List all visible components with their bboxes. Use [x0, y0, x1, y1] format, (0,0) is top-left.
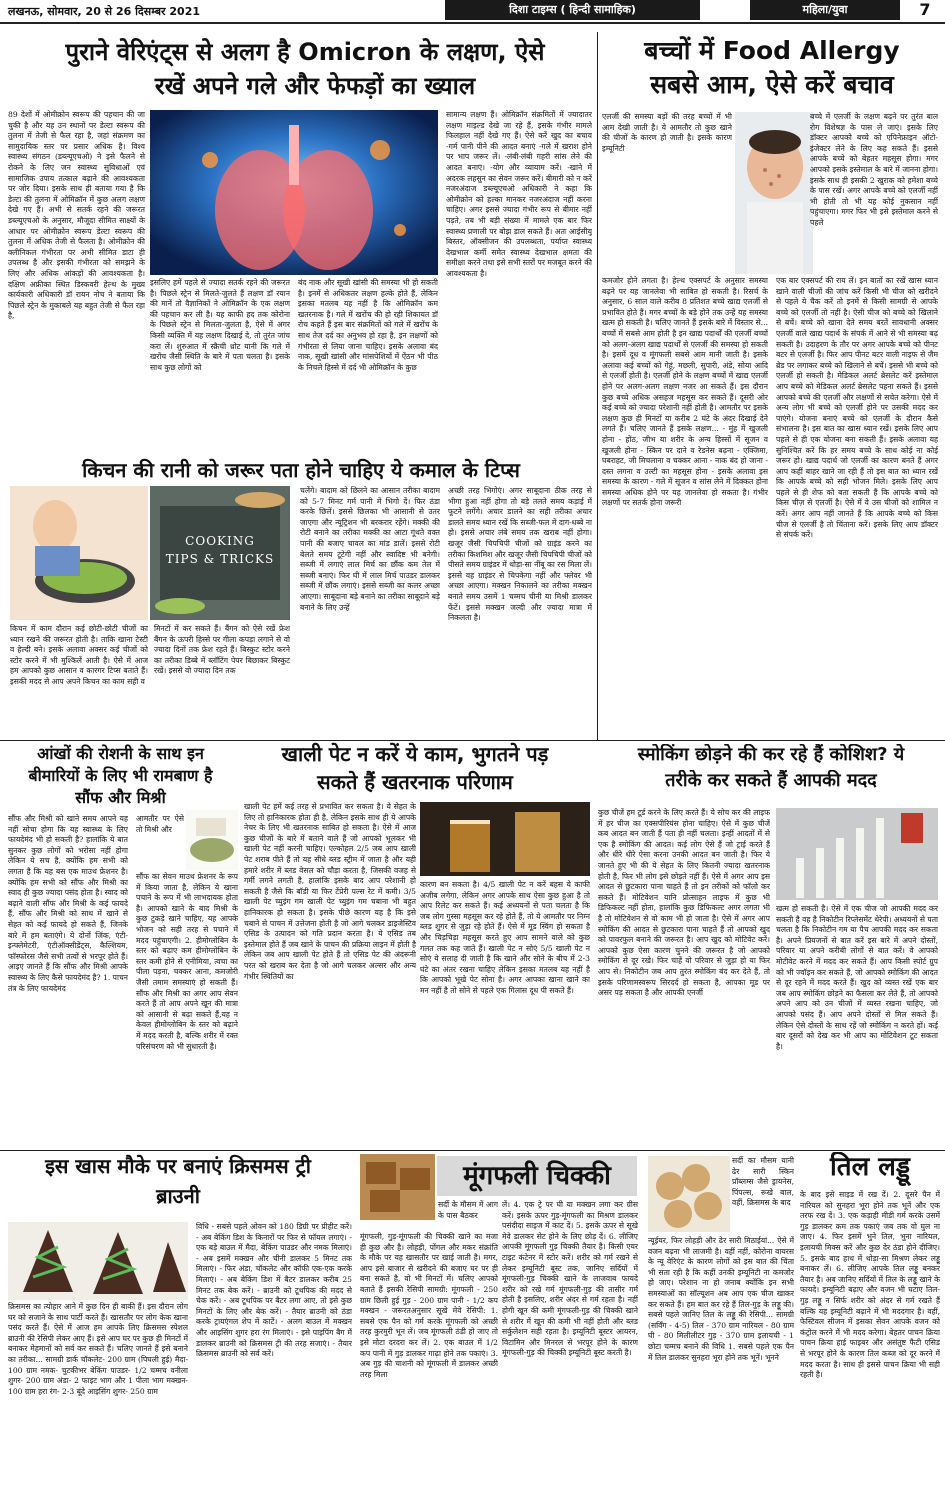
brownie-headline-line1: इस खास मौके पर बनाएं क्रिसमस ट्री	[45, 1154, 311, 1178]
stomach-headline-line2: सकते हैं खतरनाक परिणाम	[317, 770, 513, 794]
cooking-board-text-2: TIPS & TRICKS	[165, 552, 275, 566]
omicron-headline-line2: रखें अपने गले और फेफड़ों का ख्याल	[154, 72, 476, 100]
brownie-headline-line2: ब्राउनी	[156, 1184, 200, 1208]
allergy-intro: एलर्जी की समस्या बड़ों की तरह बच्चों में भी आम देखी जाती है। ये आमतौर तो कुछ खाने की चीजों के कारण हो जाती है। इसके कारण इम्यूनिटी	[602, 112, 732, 153]
laddu-col-2: के बाद इसे साइड में रख दें। 2. दूसरे पैन में नारियल को सुनहरा भूरा होने तक भूनें और एक तरफ रख दें। 3. एक कड़ाही मीडी गर्म करके उसमें गुड़ डालकर कम तक पकाएं जब तक वो घुल ना जाए। 4. फिर इसमें भुने तिल, भुना नारियल, इलायची मिक्स करें और कुछ देर ठंडा होने दीजिए। 5. इसके बाद हाथ में थोड़ा-सा मिश्रण लेकर लड्डू बनाकर लें। 6. लीजिए आपके तिल लड्डू बनकर तैयार है। अब जानिए सर्दियों में तिल के लड्डू खाने के फायदे। इम्यूनिटी बढ़ाए और वजन भी घटाए तिल-गुड़ लड्डू न सिर्फ शरीर को अंदर से गर्म रखते हैं बल्कि यह इम्यूनिटी बढ़ाने में भी मददगार है। वहीं, फेस्टिवल सीजन में इसका सेवन आपके वजन को कंट्रोल करने में भी मदद करेगा। बेहतर पाचन क्रिया पाचन क्रिया हाई फाइबर और असंतुष्ट फैटी एसिड से भरपूर होने के कारण तिल कब्ज को दूर करने में मदद करता है। साथ ही इससे पाचन क्रिया भी सही रहती है।	[800, 1190, 940, 1380]
chikki-col-1: मूंगफली, गुड़-मूंगफली की चिक्की खाने का मजा ही कुछ और है। लोहड़ी, पोंगल और मकर संक्रांति के मौके पर यह खासतौर पर खाई जाती है। मगर, आप इसे बाजार से खरीदने की बजाए घर पर ही बना सकते है, वो भी मिनटों में। चलिए आपको बताते हैं इसकी रेसिपी सामग्री: मूंगफली - 250 ग्राम छिली हुई गुड़ - 200 ग्राम पानी - 1/2 कप मक्खन - जरूरतअनुसार सूखे मेवे रेसिपी: 1. सबसे एक पैन को गर्म करके मूंगफली को अच्छी तरह कुरमुरी भून लें। जब मूंगफली ठंडी हो जाए तो इसे मोटा दरदरा कर लें। 2. एक बाउल में 1/2 कप पानी में गुड़ डालकर गाढ़ा होने तक पकाएं। 3. अब गुड़ की चाशनी को मूंगफली में डालकर अच्छी तरह मिला	[360, 1232, 498, 1379]
allergy-headline-line1: बच्चों में Food Allergy	[644, 36, 900, 65]
kitchen-col-1: किचन में काम दौरान कई छोटी-छोटी चीजों का ध्यान रखने की जरूरत होती है। ताकि खाना टेस्टी व हेल्दी बने। इसके अलावा अक्सर कई चीजों को स्टोर करने में भी मुश्किलें आती है। ऐसे में आज हम आपको कुछ आसान व कारगर टिप्स बताते हैं। इसकी मदद से आप अपने किचन का काम सही व	[10, 624, 148, 686]
kitchen-tips-board-image	[150, 486, 290, 620]
smoking-cigarettes-image	[776, 808, 938, 900]
fennel-headline-line3: सौंफ और मिश्री	[75, 788, 166, 807]
laddu-image	[648, 1156, 730, 1232]
omicron-col-4: सामान्य लक्षण हैं। ओमिक्रॉन संक्रमितों में ज्यादातर लक्षण माइल्ड देखे जा रहे हैं, इसके गंभीर मामले फिलहाल नहीं देखे गए हैं। ऐसे करें खुद का बचाव -गर्म पानी पीने की आदत बनाएं -गले में खराश होने पर भाप जरूर लें। -लंबी-लंबी गहरी सांस लेने की आदत बनाएं। -योग और व्यायाम करें। -खाने में अदरक लहसुन का सेवन जरूर करें। बीमारी को न करें नजरअंदाज डब्ल्यूएचओ अधिकारी ने कहा कि ओमीक्रोन को हल्का मानकर नजरअंदाज नहीं करना चाहिए। अगर इससे ज्यादा गंभीर रूप से बीमार नहीं पड़ते, तब भी बड़ी संख्या में मामले एक बार फिर स्वास्थ्य प्रणाली पर बोझ डाल सकते हैं। अतः आईसीयू बिस्तर, ऑक्सीजन की उपलब्धता, पर्याप्त स्वास्थ्य देखभाल कर्मी समेत स्वास्थ्य देखभाल क्षमता की समीक्षा करने तथा इसे सभी स्तरों पर मजबूत करने की आवश्यकता है।	[446, 110, 592, 278]
brownie-image	[8, 1222, 188, 1300]
allergy-headline-line2: सबसे आम, ऐसे करें बचाव	[650, 70, 894, 99]
omicron-col-3: बंद नाक और सूखी खांसी की समस्या भी हो सकती है। इनमें से अधिकतर लक्षण हल्के होते हैं, लेकिन इसका मतलब यह नहीं है कि ओमिक्रॉन कम खतरनाक है। गले में खरोंच की हो रही शिकायत डॉ रोच कहते हैं इस बार संक्रमितों को गले में खरोंच के साथ तेज दर्द का अनुभव हो रहा है, इन लक्षणों को गंभीरता से लिया जाना चाहिए। इसके अलावा बंद नाक, सूखी खांसी और मांसपेशियों में ऐंठन भी पीठ के निचले हिस्से में दर्द भी ओमिक्रॉन के कुछ	[298, 278, 438, 372]
section-divider-bottom	[0, 1150, 945, 1151]
fennel-image	[186, 810, 238, 870]
section-divider	[0, 740, 945, 741]
smoking-headline-line1: स्मोकिंग छोड़ने की कर रहे हैं कोशिश? ये	[637, 744, 905, 765]
column-divider	[597, 32, 598, 740]
chikki-col-2: लें। 4. एक ट्रे पर घी या मक्खन लगा कर ग्रीस करें। इसके ऊपर गुड़-मूंगफली का मिश्रण डालकर पसंदीदा साइज में काट दें। 5. इसके ऊपर से सूखे मेवे डालकर सेट होने के लिए छोड़ दें। 6. लीजिए आपकी मूंगफली गुड़ चिक्की तैयार है। किसी एयर टाइट कंटेनर में स्टोर करें। शरीर को गर्म रखने से लेकर इम्यूनिटी बूस्ट तक, जानिए सर्दियों में मूंगफली-गुड़ चिक्की खाने के लाजवाब फायदे शरीर को रखे गर्म मूंगफली-गुड़ की तासीर गर्म होती है इसलिए, शरीर अंदर से गर्म रहता है। नहीं होगी खून की कमी मूंगफली-गुड़ की चिक्की खाने से शरीर में खून की कमी भी नहीं होती और ब्लड सर्कुलेशन सही रहता है। इम्यूनिटी बूस्टर आयरन, विटामिन और मिनरल से भरपूर होने के कारण मूंगफली-गुड़ की चिक्की इम्यूनिटी बूस्ट करती है।	[502, 1200, 638, 1358]
chikki-headline: मूंगफली चिक्की	[437, 1156, 637, 1196]
kitchen-headline: किचन की रानी को जरूर पता होने चाहिए ये कमाल के टिप्स	[82, 458, 520, 482]
kitchen-col-4: अच्छी तरह भिगोएं। अगर साबूदाना ठीक तरह से भीगा हुआ नहीं होगा तो बड़े तलते समय कड़ाई में फूटने लगेंगे। अचार डालने का सही तरीका अचार डालते समय ध्यान रखें कि सब्जी-फल में दाग-धब्बे ना हो। इससे अचार लंबे समय तक खराब नहीं होगा। खजूर जैसी चिपचिपी चीजों को ग्राइंड करने का तरीका किशमिश और खजूर जैसी चिपचिपी चीजों को पीसते समय ग्राइंडर में थोड़ा-सा नींबू का रस मिला लें। इससे वह ग्राइंडर से चिपकेगा नहीं और फ्लेवर भी अच्छा आएगा। मक्खन निकालने का तरीका मक्खन बनाते समय उसमें 1 चम्मच चीनी या मिश्री डालकर फेंटें। इससे मक्खन जल्दी और ज्यादा मात्रा में निकलता है।	[448, 486, 592, 623]
brownie-col-1: क्रिसमस का त्योहार आने में कुछ दिन ही बाकी हैं। इस दौरान लोग घर को सजाने के साथ पार्टी करते हैं। खासतौर पर लोग केक खाना पसंद करते हैं। ऐसे में आज हम आपके लिए क्रिसमस स्पेशल ब्राउनी की रेसिपी लेकर आए हैं। इसे आप घर पर कुछ ही मिनटों में बनाकर मेहमानों को सर्व कर सकते हैं। चलिए जानते हैं इसे बनाने का तरीका... सामग्री डार्क चॉकलेट- 200 ग्राम (पिघली हुई) मैदा- 100 ग्राम नमक- चुटकीभर बेकिंग पाउडर- 1/2 चम्मच वनीला शुगर- 200 ग्राम अंडा- 2 फाइट भाग और 1 पीला भाग मक्खन- 100 ग्राम हरा रंग- 2-3 बूंदे आइसिंग शुगर- 250 ग्राम	[8, 1302, 188, 1396]
allergy-col-2-top: बच्चे में एलर्जी के लक्षण बढ़ने पर तुरंत बाल रोग विशेषज्ञ के पास ले जाएं। इसके लिए डॉक्टर आपको बच्चे को एपिनेफ्राइन ऑटो-इंजेक्टर लेने के लिए कह सकते हैं। इससे आपके बच्चे को बेहतर महसूस होगा। मगर आपको इसके इस्तेमाल के बारे में जानना होगा। इसके साथ ही इसकी 2 खुराक को हमेशा बच्चे के पास रखें। अगर आपके बच्चे को एलर्जी नहीं भी होती तो भी यह कोई नुकसान नहीं पहुंचाएगा। मगर फिर भी इसे इस्तेमाल करने से पहले	[810, 112, 938, 227]
allergy-col-1: कमजोर होने लगता है। हेल्थ एक्सपर्ट के अनुसार समस्या बढ़ने पर यह जानलेवा भी साबित हो सकती है। रिसर्च के अनुसार, 6 साल वाले करीब 8 प्रतिशत बच्चे खाद्य एलर्जी से प्रभावित होते हैं। मगर बच्चों के बड़े होने तक उन्हें यह समस्या खत्म हो सकती है। चलिए जानते हैं इसके बारे में विस्तार से... बच्चों में सबसे आम होती है इन खाद्य पदार्थों की एलर्जी बच्चों को अलग-अलग खाद्य पदार्थों से एलर्जी की समस्या हो सकती है। इसमें दूध व मूंगफली सबसे आम मानी जाती है। इसके अलावा कई बच्चों को गेहूं, मछली, सुपारी, अंडे, सोया आदि से एलर्जी होती है। एलर्जी होने के लक्षण बच्चों में खाद्य एलर्जी होने पर अलग-अलग लक्षण नजर आ सकते हैं। इस दौरान कुछ बच्चे अधिक असहज महसूस कर सकते हैं। दूसरी ओर कई बच्चे को ज्यादा परेशानी नहीं होती है। आमतौर पर इसके लक्षण कुछ ही मिनटों या करीब 2 घंटे के अंदर दिखाई देने लगते हैं। चलिए जानते हैं इसके लक्षण... - मुंह में खुजली होना - होंठ, जीभ या शरीर के अन्य हिस्सों में सूजन व खुजली होना - स्किन पर दाने व रेडनेस बढ़ना - एक्जिमा, घबराहट, जी मिचलाना व चक्कर आना - नाक बंद हो जाना - दस्त लगना व उल्टी का महसूस होना - इसके अलावा इस समस्या के कारण - गले में सूजन व सांस लेने में दिक्कत होना समस्या अधिक होने पर यह जानलेवा हो सकता है। गंभीर लक्षणों पर सतर्क होना जरूरी	[602, 276, 768, 508]
fennel-col-2: सौंफ का सेवन माउथ फ्रेशनर के रूप में किया जाता है, लेकिन ये खाना पचाने के रूप में भी लाभदायक होता है। आपको खाने के बाद मिश्री के कुछ टुकड़े खाने चाहिए, यह आपके भोजन को सही तरह से पचाने में मदद पहुंचाएगी। 2. हीमोग्लोबिन के स्तर को बढ़ाए कम हीमोग्लोबिन के स्तर कमी होने से एनीमिया, त्वचा का पीला पड़ना, चक्कर आना, कमजोरी जैसी तमाम समस्याएं हो सकती हैं। सौंफ और मिश्री का अगर आप सेवन करते हैं तो आप अपने खून की मात्रा को आसानी से बढ़ा सकते हैं,यह न केवल हीमोग्लोबिन के स्तर को बढ़ाने में मदद करती है, बल्कि शरीर में रक्त परिसंचरण को भी सुधारती है।	[136, 872, 238, 1051]
laddu-col-1-top: सर्दी का मौसम यानी ढेर सारी स्किन प्रॉब्लम्स जैसे ड्रायनेस, पिंपल्स, रूखे बाल, वहीं, क्रिसमस के बाद	[732, 1156, 794, 1208]
masthead	[0, 0, 945, 24]
fennel-headline-line2: बीमारियों के लिए भी रामबाण है	[28, 766, 213, 785]
allergy-child-image	[735, 112, 813, 274]
smoking-col-2: खत्म हो सकती है। ऐसे में एक चीज जो आपकी मदद कर सकती है वह है निकोटीन रिप्लेसमेंट थेरेपी। अध्ययनों से पता चलता है कि निकोटीन गम या पैच आपकी मदद कर सकता है। अपने प्रियजनों से बात करें इस बारे में अपने दोस्तों, परिवार या अपने करीबी लोगों से बात करें। वे आपको मोटीवेट करने में मदद कर सकते हैं। आप किसी स्पोर्ट ग्रुप को भी ज्वॉइन कर सकते हैं, जो आपको स्मोकिंग की आदत से दूर रहने में मदद करते हैं। खुद को व्यस्त रखें एक बार जब आप स्मोकिंग छोड़ने का फैसला कर लेते हैं, तो आपको अपने आप को उन चीजों में व्यस्त रखना चाहिए, जो आपको पसंद हैं। आप अपने दोस्तों से मिल सकते हैं। लेकिन ऐसे दोस्तों के साथ रहें जो स्मोकिंग न करते हों। कई बार दूसरों को देख कर भी आप का मोटिवेशन टूट सकता है।	[776, 904, 938, 1051]
fennel-col-1: सौंफ और मिश्री को खाने समय आपने यह नहीं सोचा होगा कि यह स्वास्थ्य के लिए फायदेमंद भी हो सकती है? हालांकि ये बात सुनकर कुछ लोगों को भरोसा नहीं होगा लेकिन ये सच है, क्योंकि हम सभी को लगता है कि यह बस एक माउथ फ्रेशनर है। क्योंकि हम सभी को सौंफ और मिश्री का स्वाद ही कुछ ज्यादा पसंद होता है। स्वाद को बढ़ाने वाली सौंफ और मिश्री के कई फायदे हैं, सौंफ और मिश्री को साथ में खाने से सेहत को कई फायदे हो सकते हैं, जिनके बारे में हम बताएंगे। ये दोनों जिंक, एंटी-इन्फ्लेमेटरी, एंटीऑक्सीडेंट्स, कैल्शियम, फॉस्फोरस जैसे सभी तत्वों से भरपूर होते हैं। आइए जानते हैं कि सौंफ और मिश्री आपके स्वास्थ्य के लिए कैसे फायदेमंद है? 1. पाचन तंत्र के लिए फायदेमंद	[8, 814, 128, 993]
stomach-headline-line1: खाली पेट न करें ये काम, भुगतने पड़	[281, 742, 549, 766]
omicron-lungs-image	[150, 110, 438, 275]
kitchen-col-2: मिनटों में कर सकते हैं। बैंगन को ऐसे रखें फ्रेश बैंगन के ऊपरी हिस्से पर गीला कपड़ा लगाने से वो ज्यादा दिनों तक फ्रेश रहते हैं। बिस्कुट स्टोर करने का तरीका डिब्बे में ब्लॉटिंग पेपर बिछाकर बिस्कुट रखें। इससे वो ज्यादा दिन तक	[154, 624, 290, 676]
omicron-col-1: 89 देशों में ओमीक्रोन स्वरूप की पहचान की जा चुकी है और यह उन स्थानों पर डेल्टा स्वरूप की तुलना में तेजी से फैल रहा है, जहां संक्रमण का सामुदायिक स्तर पर प्रसार अधिक है। विश्व स्वास्थ्य संगठन (डब्ल्यूएचओ) ने इसे फैलने से रोकने के लिए जन स्वास्थ्य सुविधाओं एवं सामाजिक उपाय तत्काल बढ़ाने की आवश्यकता पर जोर दिया। इसके साथ ही बताया गया है कि डेल्टा की तुलना में ओमिक्रॉन में कुछ अलग लक्षण देखे गए हैं। अभी से सतर्क रहने की जरूरत डब्ल्यूएचओ के अनुसार, मौजूदा सीमित साक्ष्यों के आधार पर ओमीक्रोन स्वरूप डेल्टा स्वरूप की तुलना में अधिक तेजी से फैलता है। ओमीक्रोन की क्लीनिकल गंभीरता पर अभी सीमित डाटा ही उपलब्ध है और इसकी गंभीरता को समझने के लिए और अधिक आंकड़ों की आवश्यकता है। दक्षिण अफ्रीका स्थित डिस्कवरी हेल्थ के मुख्य कार्यकारी अधिकारी डॉ रायन नोच ने बताया कि पिछले स्ट्रेन के मुकाबले यह बहुत तेजी से फैल रहा है,	[8, 110, 145, 321]
laddu-col-1: न्यूईयर, फिर लोहड़ी और ढेर सारी मिठाईयां... ऐसे में वजन बढ़ना भी लाजमी है। वहीं नहीं, कोरोना वायरस के न्यू वेरिएंट के कारण लोगों को इस बात की चिंता भी सता रही है कि कहीं उनकी इम्यूनिटी ना कमजोर हो जाए। परेशान ना हो जनाब क्योंकि इन सभी समस्याओं का सॉल्यूशन अब आप एक चीज खाकर कर सकते हैं। हम बात कर रहे हैं तिल-गुड़ के लड्डू की। सबसे पहले जानिए तिल के लड्डू की रेसिपी... सामग्री (सर्विंग - 4-5) तिल - 370 ग्राम नारियल - 80 ग्राम घी - 80 मिलीलीटर गुड़ - 370 ग्राम इलायची - 1 छोटा चम्मच बनाने की विधि 1. सबसे पहले एक पैन में तिल डालकर सुनहरा भूरा होने तक भूनें। भूनने	[648, 1236, 794, 1362]
newspaper-name: दिशा टाइम्स ( हिन्दी सामाहिक)	[445, 0, 700, 20]
allergy-col-2: एक बार एक्सपर्ट की राय लें। इन बातों का रखें खास ध्यान खाने वाली चीजों की जांच करें किसी भी चीज को खरीदने से पहले ये चैक करें तो इनमें से किसी सामग्री से आपके बच्चे को एलर्जी तो नहीं है। ऐसी चीज को बच्चे को खिलाने से बचें। बच्चे को खाना देते समय बरतें सावधानी अक्सर एलर्जी वाले खाद्य पदार्थ के संपर्क में आने से भी समस्या बढ़ सकती है। उदाहरण के तौर पर अगर आपके बच्चे को पीनट बटर से एलर्जी है। फिर आप पीनट बटर वाली नाइफ से जैम ब्रेड पर लगाकर बच्चे को खिलाने से बचें। इससे भी बच्चे को एलर्जी हो सकती है। मेडिकल अलर्ट ब्रेसलेट करें इस्तेमाल आप बच्चे को मेडिकल अलर्ट ब्रेसलेट पहना सकते हैं। इससे आपको बच्चे की एलर्जी और लक्षणों से सचेत करेगा। ऐसे में अन्य लोग भी बच्चे को एलर्जी होने पर उसकी मदद कर पाएंगे। योजना बनाएं बच्चे को एलर्जी के दौरान कैसे संभालना है। इस बात का खास ध्यान रखें। इसके लिए आप पहले से ही एक योजना बना सकती हैं। इसके अलावा यह सुनिश्चित करें कि हर समय बच्चे के साथ कोई ना कोई जरूर हो। खाद्य पदार्थ जो एलर्जी का कारण बनते हैं अगर आप कहीं बाहर खाने जा रही हैं तो इस बात का ध्यान रखें कि आपके बच्चे को सही भोजन मिले। इसके लिए आप पहले से ही शेफ को बता सकती हैं कि आपके बच्चे को किस चीज़ से एलर्जी है। ऐसे में वे उस चीजों को शामिल न करें। अगर आप नहीं जानते हैं कि आपके बच्चे को किस चीज से एलर्जी है तो चिंताना करें। इसके लिए आप डॉक्टर से संपर्क करें।	[776, 276, 938, 540]
brownie-col-2: विधि - सबसे पहले ओवन को 180 डिग्री पर प्रीहीट करें। - अब बेकिंग डिश के किनारों पर फिर से फॉयल लगाएं। - एक बड़े बाउल में मैदा, बेकिंग पाउडर और नमक मिलाएं। - अब इसमें मक्खन और चीनी डालकर 5 मिनट तक मिलाएं। - फिर अंडा, चॉकलेट और कॉफी एक-एक करके मिलाएं। - अब बेकिंग डिश में बैटर डालकर करीब 25 मिनट तक बेक करें। - ब्राउनी को टूथपिक की मदद से चेक करें। - अब टूथपिक पर बैटर लगा आए, तो इसे कुछ मिनटों के लिए और बेक करें। - तैयार ब्राउनी को ठंडा करके ट्रायएंगल शेप में काटें। - अलग बाउल में मक्खन और आइसिंग शुगर हरा रंग मिलाएं। - इसे पाइपिंग बैग में डालकर ब्राउनी को क्रिसमस ट्री की तरह सजाएं। - तैयार क्रिसमस ब्राउनी को सर्व करें।	[196, 1222, 352, 1359]
section-name: महिला/युवा	[750, 0, 900, 20]
fennel-headline-line1: आंखों की रोशनी के साथ इन	[37, 744, 204, 763]
kitchen-col-3: चलेंगे। बादाम को छिलने का आसान तरीका बादाम को 5-7 मिनट गर्म पानी में भिगो दें। फिर ठंडा करके छिलें। इससे छिलका भी आसानी से उतर जाएगा और न्यूट्रिशन भी बरकरार रहेंगे। मक्की की रोटी बनाने का तरीका मक्की का आटा गूंथते वक्त पानी की बजाए चावल का मांड डालें। इससे रोटी बेलते समय टूटेगी नहीं और स्वादिष्ट भी बनेगी। सब्जी में लगाएं लाल मिर्च का छौंक कम तेल में सब्जी बनाएं। फिर घी में लाल मिर्च पाउडर डालकर सब्जी में छौंक लगाएं। इससे सब्जी का कलर अच्छा आएगा। साबूदाना बड़े बनाने का तरीका साबूदाने बड़े बनाने के लिए उन्हें	[300, 486, 440, 612]
omicron-col-2: इसलिए हमें पहले से ज्यादा सतर्क रहने की जरूरत है। पिछले स्ट्रेन से मिलते-जुलते हैं लक्षण डॉ रयान की मानें तो वैज्ञानिकों ने ओमिक्रॉन के एक लक्षण की पहचान कर ली है। यह काफी हद तक कोरोना के पिछले स्ट्रेन से मिलता-जुलता है, ऐसे में अगर किसी व्यक्ति में यह लक्षण दिखाई दे, तो तुरंत जांच करा लें। शुरुआत में स्क्रैची थ्रोट यानी कि गले में खरोंच जैसी स्थिति के बारे में पता चलता है। इसके साथ कुछ लोगों को	[150, 278, 290, 372]
cooking-board-text-1: COOKING	[185, 534, 255, 548]
fennel-col-2-top: आमतौर पर ऐसे तो मिश्री और	[136, 814, 184, 834]
page-number: 7	[919, 0, 931, 19]
smoking-col-1: कुछ चीजें हम टूर्ड करने के लिए करते हैं। ये सोच कर की लाइफ में हर चीज का एक्सपीरियंस होना चाहिए। ऐसे में कुछ चीजें कब आदत बन जाती हैं पता ही नहीं चलता। इन्हीं आदतों में से एक है स्मोकिंग की आदत। कई लोग ऐसे हैं जो ट्राई करते हैं और धीरे धीरे ऐसा करना उनकी आदत बन जाती है। फिर ये जानते हुए भी की ये सेहत के लिए कितनी ज्यादा खतरनाक होती है, फिर भी लोग इसे छोड़ते नहीं हैं। ऐसे में अगर आप इस आदत से छुटकारा पाना चाहते हैं तो इन तरीकों को फॉलो कर सकते हैं। मोटिवेशन यानि प्रोत्साहन लाइफ में कुछ भी डिफिकल्ट नहीं होता, हालांकि कुछ डिफिकल्ट अगर लगता भी है तो मोटिवेशन से वो काम भी हो जाता है। ऐसे में अगर आप स्मोकिंग की आदत से छुटकारा पाना चाहते हैं तो आपको खुद को पावरफुल बनाने की जरूरत है। आप खुद को मोटिवेट करें। आपको कुछ ऐसा कारण चुनने की जरूरत है जो आपको स्मोकिंग से दूर रखे। फिर चाहें वो परिवार से जुड़ा हो या फिर आप से। निकोटीन जब आप तुरंत स्मोकिंग बंद कर देते हैं, तो इसके परिणामस्वरूप सिरदर्द हो सकता है, आपका मूड पर असर पड़ सकता है और आपकी एनर्जी	[598, 808, 770, 998]
laddu-headline: तिल लड्डू	[830, 1152, 910, 1182]
omicron-headline-line1: पुराने वेरिएंट्स से अलग है Omicron के लक्षण, ऐसे	[65, 38, 545, 66]
chikki-col-1-top: सर्दी के मौसम में आग के पास बैठकर	[438, 1200, 498, 1220]
kitchen-cooking-image	[10, 486, 148, 620]
stomach-drinks-image	[420, 802, 590, 876]
stomach-col-2: कारण बन सकता है। 4/5 खाली पेट न करें बहस ये काफी अजीब लगेगा, लेकिन अगर आपके साथ ऐसा कुछ हुआ है तो आप रिलेट कर सकते हैं। कई अध्ययनों से पता चलता है कि जब लोग गुस्सा महसूस कर रहे होते हैं, तो ये आमतौर पर निम्न ब्लड शुगर से जुड़ा रहे होते हैं। ऐसे में मूड स्विंग हो सकता है और चिड़चिड़ा महसूस करते हुए आप सामने वाले को कुछ गलत तक कह जाते हैं। खाली पेट न सोएं 5/5 खाली पेट न सोएं ये सलाह दी जाती है कि खाने और सोने के बीच में 2-3 घंटे का अंतर रखना चाहिए लेकिन इसका मतलब यह नहीं है कि आपको भूखे पेट सोना है। अगर आपका खाना खाने का मन नहीं है तो सोने से पहले एक गिलास दूध पी सकते हैं।	[420, 880, 590, 995]
chikki-image	[360, 1154, 435, 1220]
smoking-headline-line2: तरीके कर सकते हैं आपकी मदद	[665, 770, 877, 791]
issue-date: लखनऊ, सोमवार, 20 से 26 दिसम्बर 2021	[8, 5, 201, 18]
stomach-col-1: खाली पेट हमें कई तरह से प्रभावित कर सकता है। ये सेहत के लिए तो हानिकारक होता ही है, लेकिन इसके साथ ही ये आपके नेचर के लिए भी खतरनाक साबित हो सकता है। ऐसे में आज कुछ चीजों के बारे में बताने वाले हैं जो आपको भूलकर भी खाली पेट नहीं करनी चाहिए। एल्कोहल 2/5 जब आप खाली पेट शराब पीते हैं तो यह सीधे ब्लड स्ट्रीम में जाता है और यही हमारे शरीर में ब्लड वेसल को चौड़ा करता है, जिसकी वजह से गर्मी लगने लगती है, हालांकि इसके बाद आप परेशानी हो सकती है जैसे कि बॉडी या फिर टेंप्रेरी पल्स रेट में कमी। 3/5 खाली पेट च्युइंग गम खाली पेट च्युइंग गम चबाना भी बहुत हानिकारक हो सकता है। इसके पीछे कारण यह है कि इसे चबाने से पाचन में उत्तेजना होती है जो आगे चलकर डाइजेस्टिव एसिड के उत्पादन को गति प्रदान करता है। ये एसिड तब इस्तेमाल होते हैं जब खाने के पाचन की प्रक्रिया लाइन में होती है लेकिन जब आप खाली पेट होते हैं तो एसिड पेट की अंदरूनी परत को खराब कर देता है जो आगे चलकर अल्सर और अन्य गंभीर स्थितियों का	[244, 802, 416, 981]
